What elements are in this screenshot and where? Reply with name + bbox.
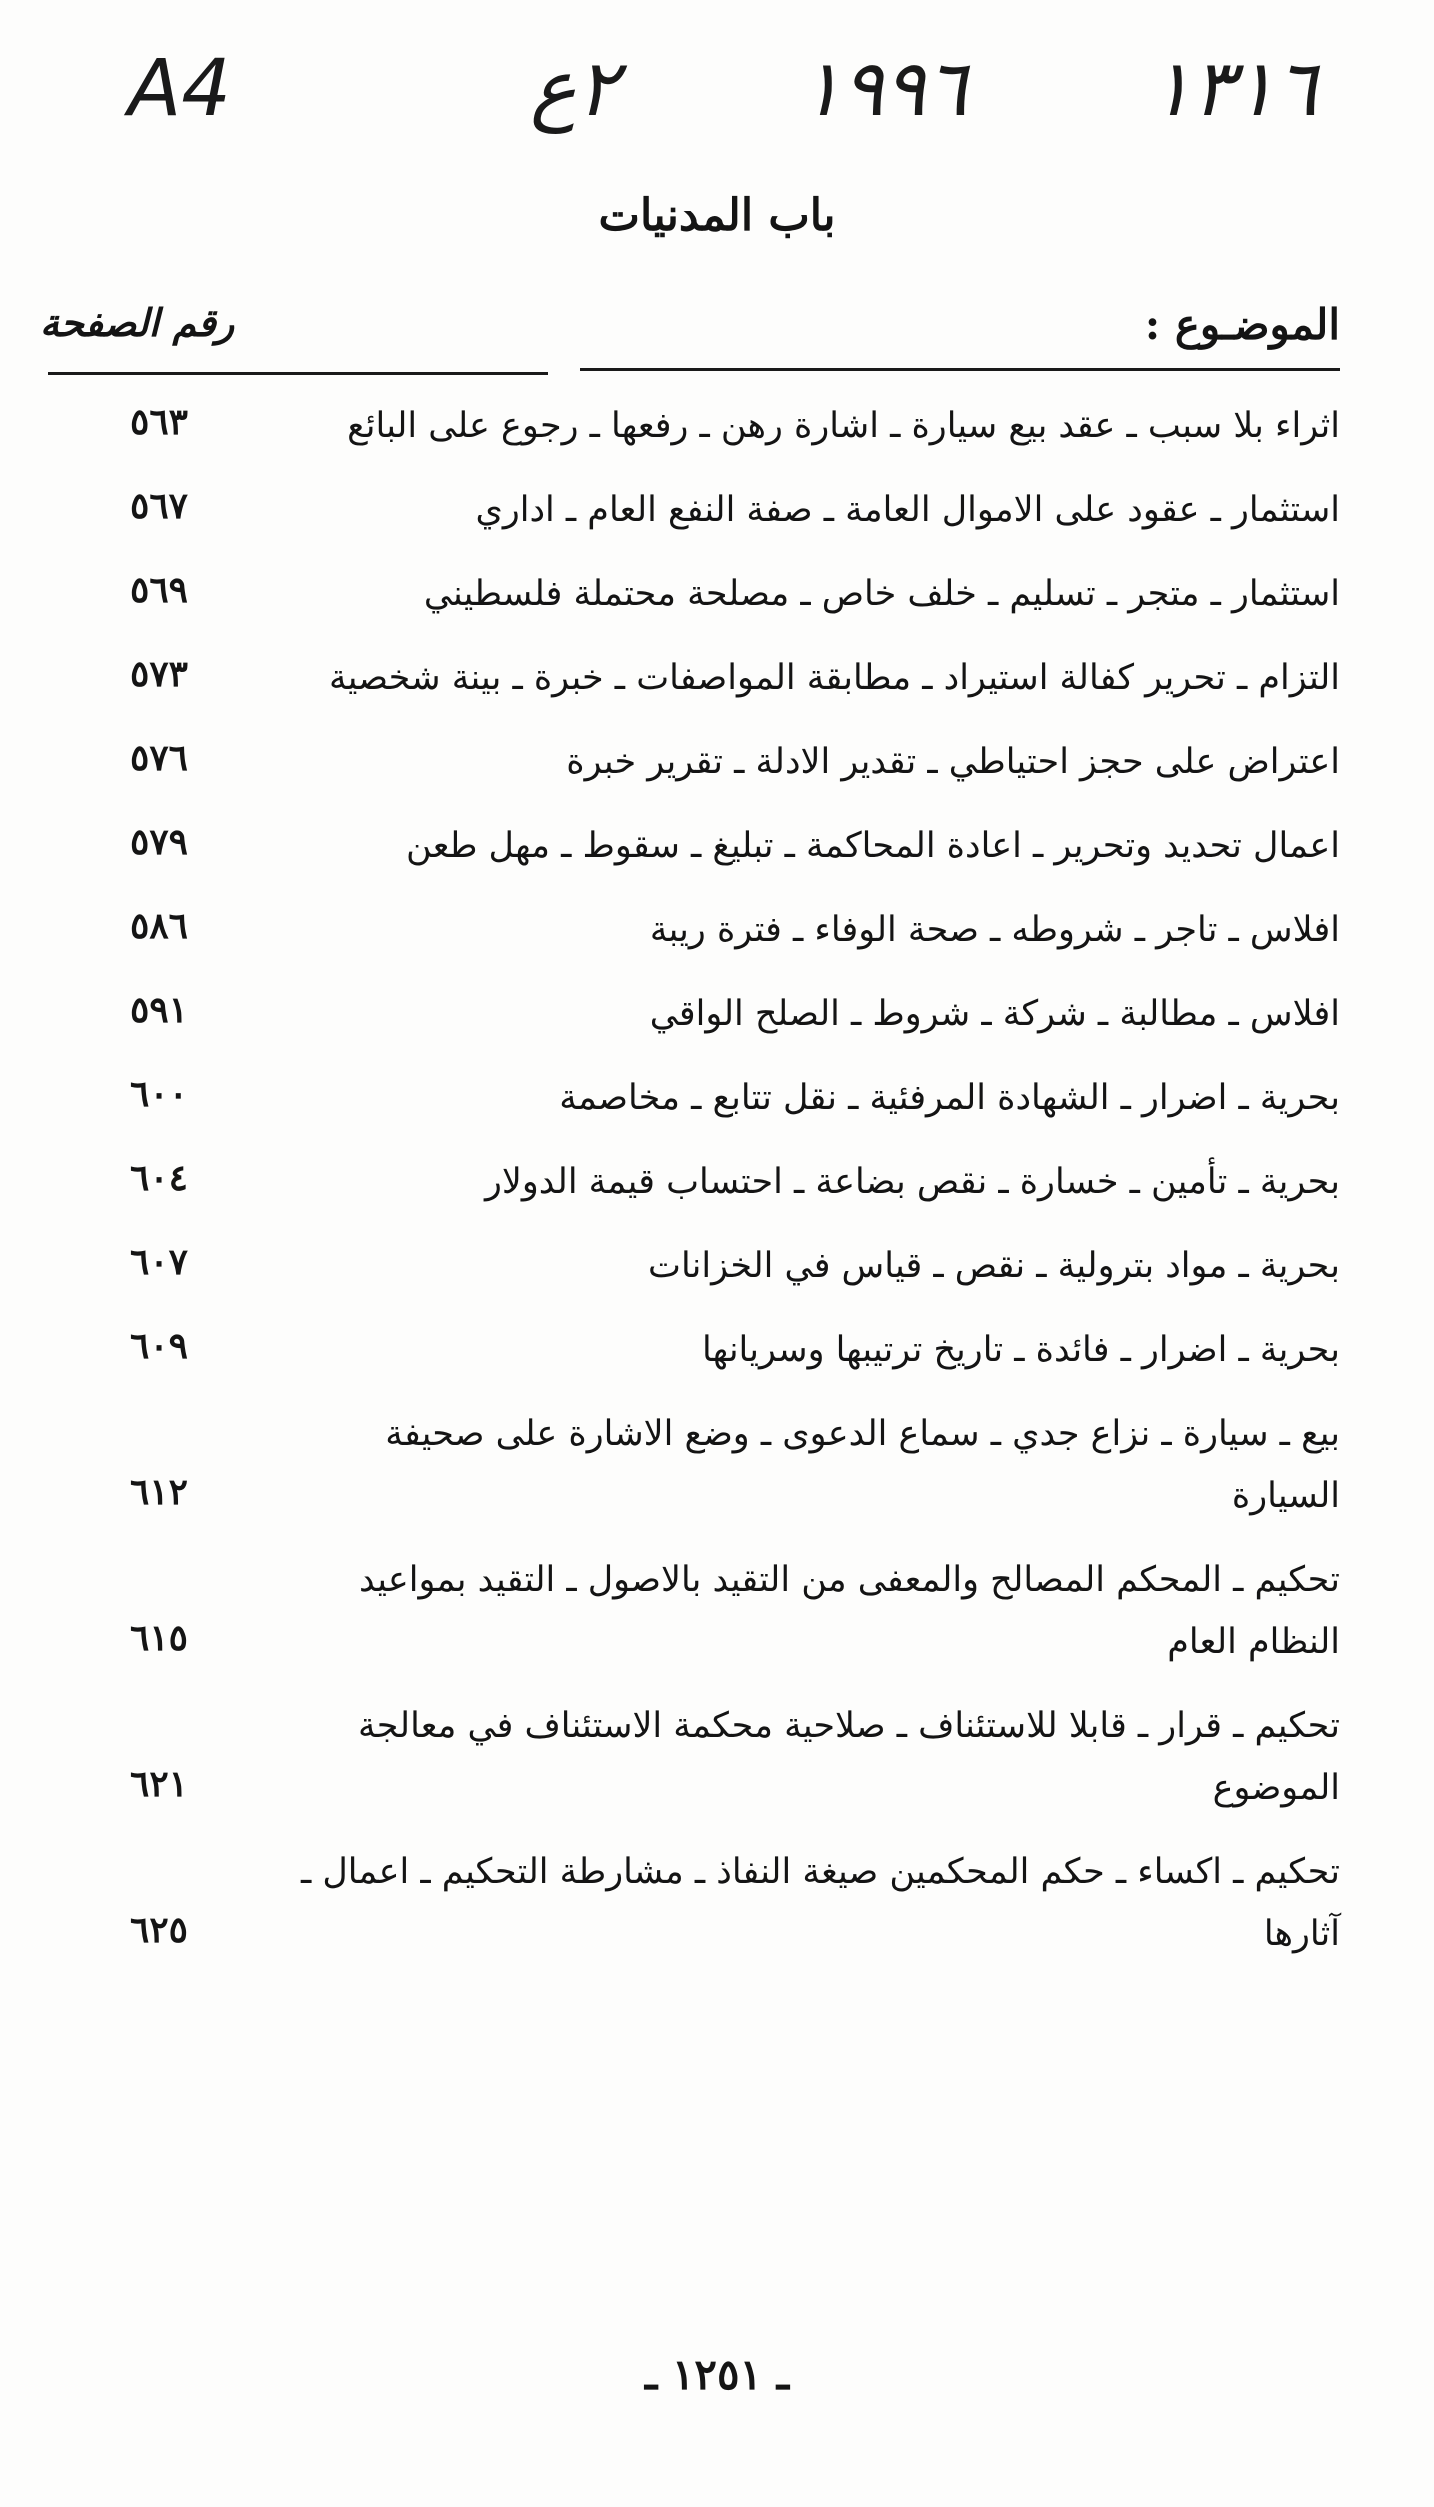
handwritten-number: ١٣١٦ [1150,44,1318,134]
entry-page-number: ٥٦٣ [130,401,189,443]
index-entry [60,1067,1340,1151]
entry-subject: بحرية ـ اضرار ـ فائدة ـ تاريخ ترتيبها وسريانها [702,1330,1340,1370]
page-number-column-header: رقم الصفحة [40,300,235,345]
subject-column-header: الموضـوع : [1144,300,1340,349]
entry-page-number: ٦٠٠ [130,1073,189,1115]
entry-subject: بحرية ـ اضرار ـ الشهادة المرفئية ـ نقل تتابع ـ مخاصمة [559,1078,1340,1118]
entry-page-number: ٦٠٧ [130,1241,189,1283]
header-rule-right [580,368,1340,371]
index-entry [60,899,1340,983]
index-entry [60,563,1340,647]
index-entry [60,1403,1340,1549]
index-entry [60,479,1340,563]
entry-subject: افلاس ـ تاجر ـ شروطه ـ صحة الوفاء ـ فترة ريبة [649,910,1340,950]
entry-subject: تحكيم ـ قرار ـ قابلا للاستئناف ـ صلاحية محكمة الاستئناف في معالجة الموضوع [358,1706,1340,1808]
entry-subject: استثمار ـ متجر ـ تسليم ـ خلف خاص ـ مصلحة محتملة فلسطيني [423,574,1340,614]
header-rule-left [48,372,548,375]
entry-page-number: ٦٢٥ [130,1909,189,1951]
entry-page-number: ٥٨٦ [130,905,189,947]
handwritten-mark: A4 [128,44,231,134]
entry-subject: اعمال تحديد وتحرير ـ اعادة المحاكمة ـ تبليغ ـ سقوط ـ مهل طعن [406,826,1340,866]
entry-page-number: ٥٧٩ [130,821,189,863]
entry-subject: اثراء بلا سبب ـ عقد بيع سيارة ـ اشارة رهن ـ رفعها ـ رجوع على البائع [347,406,1340,446]
index-entry [60,1549,1340,1695]
entry-subject: استثمار ـ عقود على الاموال العامة ـ صفة النفع العام ـ اداري [475,490,1340,530]
entry-subject: التزام ـ تحرير كفالة استيراد ـ مطابقة المواصفات ـ خبرة ـ بينة شخصية [328,658,1340,698]
entry-subject: افلاس ـ مطالبة ـ شركة ـ شروط ـ الصلح الواقي [649,994,1340,1034]
handwritten-year: ١٩٩٦ [800,44,968,134]
entry-page-number: ٦٢١ [130,1763,189,1805]
index-entry [60,815,1340,899]
entry-subject: تحكيم ـ اكساء ـ حكم المحكمين صيغة النفاذ ـ مشارطة التحكيم ـ اعمال ـ آثارها [300,1852,1340,1954]
index-entry [60,1151,1340,1235]
entry-subject: اعتراض على حجز احتياطي ـ تقدير الادلة ـ تقرير خبرة [566,742,1340,782]
entry-subject: تحكيم ـ المحكم المصالح والمعفى من التقيد بالاصول ـ التقيد بمواعيد النظام العام [358,1560,1340,1662]
entry-subject: بحرية ـ تأمين ـ خسارة ـ نقص بضاعة ـ احتساب قيمة الدولار [485,1162,1340,1202]
entry-page-number: ٦٠٩ [130,1325,189,1367]
entry-page-number: ٥٧٦ [130,737,189,779]
entry-page-number: ٦١٥ [130,1617,189,1659]
index-entry [60,1235,1340,1319]
index-entry [60,1319,1340,1403]
handwritten-mark: ٢ع [530,44,619,134]
index-entry [60,983,1340,1067]
entry-subject: بيع ـ سيارة ـ نزاع جدي ـ سماع الدعوى ـ وضع الاشارة على صحيفة السيارة [385,1414,1340,1516]
entry-page-number: ٥٦٧ [130,485,189,527]
entry-page-number: ٥٦٩ [130,569,189,611]
entry-page-number: ٦٠٤ [130,1157,189,1199]
index-entry [60,1841,1340,1987]
index-entry [60,647,1340,731]
entry-page-number: ٥٧٣ [130,653,189,695]
entry-page-number: ٦١٢ [130,1471,189,1513]
index-entry [60,1695,1340,1841]
index-entries [60,395,1340,1987]
entry-page-number: ٥٩١ [130,989,189,1031]
page-number-footer: ـ ١٢٥١ ـ [644,2350,790,2399]
index-entry [60,395,1340,479]
index-entry [60,731,1340,815]
section-title: باب المدنيات [598,190,836,241]
entry-subject: بحرية ـ مواد بترولية ـ نقص ـ قياس في الخزانات [648,1246,1340,1286]
